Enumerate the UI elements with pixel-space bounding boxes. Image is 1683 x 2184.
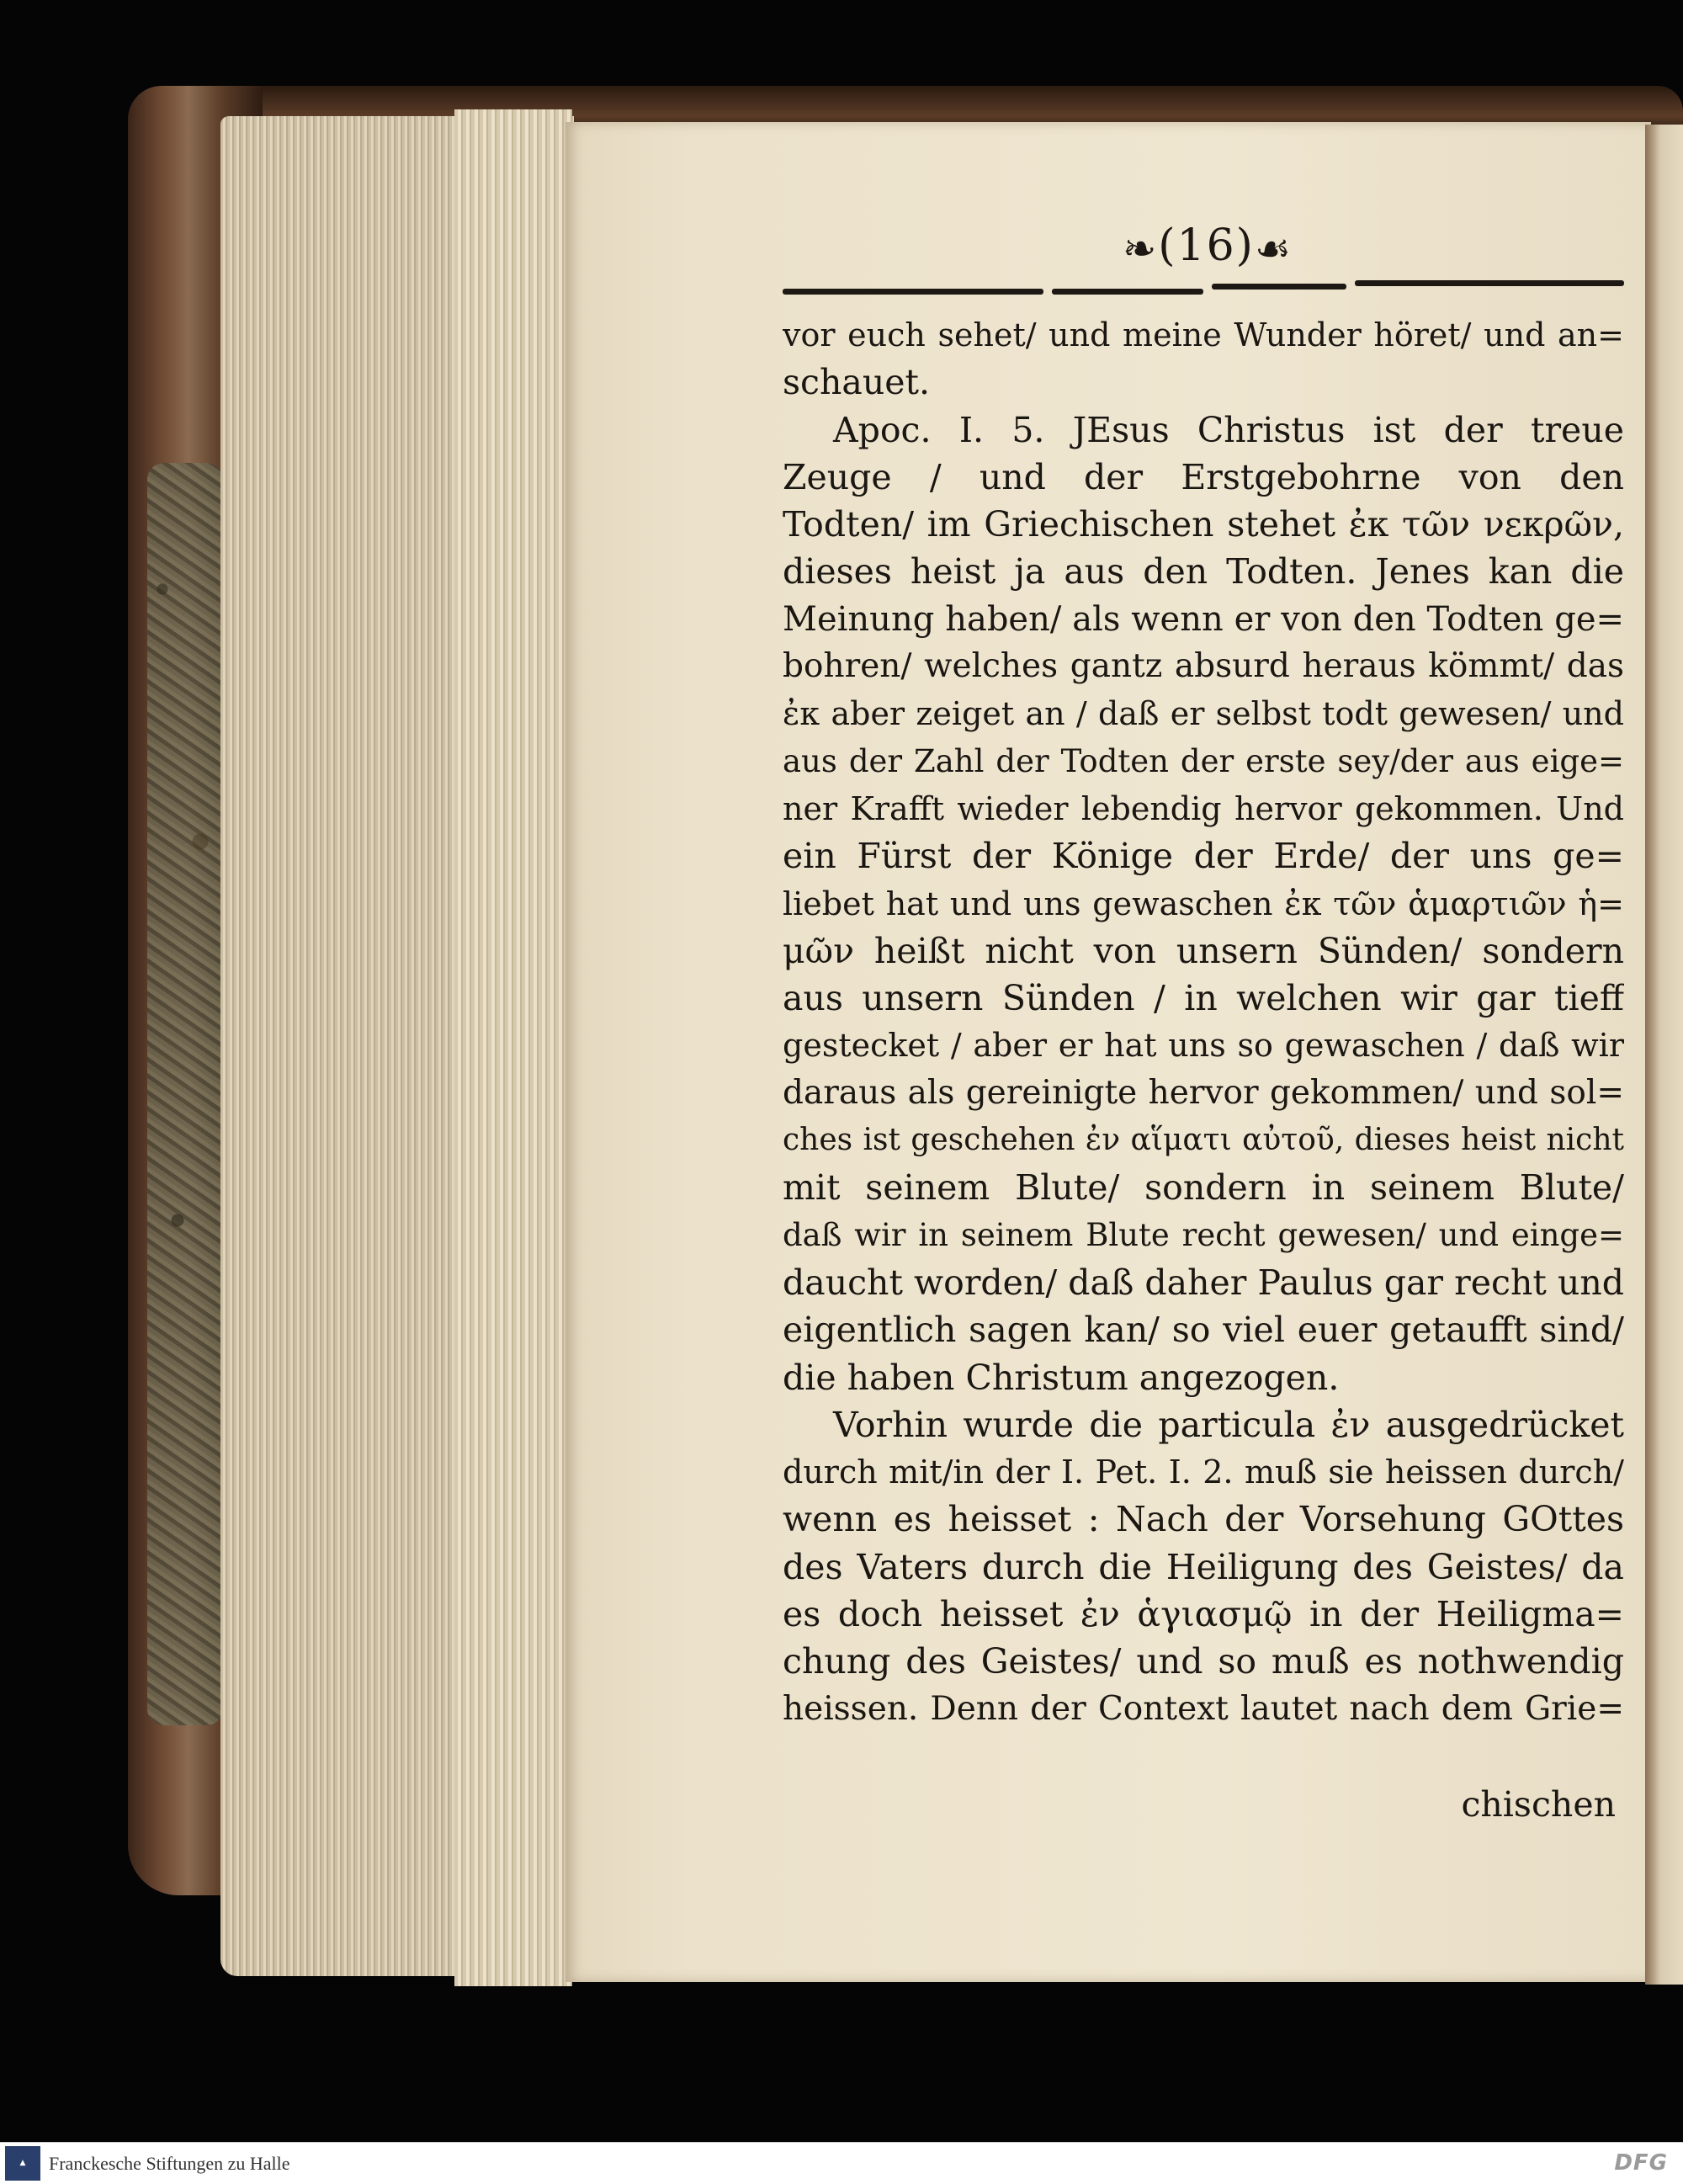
text-line: die haben Christum angezogen. <box>783 1357 1340 1398</box>
text-line: daraus als gereinigte hervor gekommen/ und sol= <box>783 1073 1624 1112</box>
institution-logo-icon: ▲ <box>5 2146 40 2181</box>
header-rule-mid2 <box>1212 284 1346 290</box>
header-rule-mid <box>1052 289 1203 295</box>
spine-marbling <box>147 463 223 1725</box>
footer-bar <box>0 2142 1683 2184</box>
text-line: Meinung haben/ als wenn er von den Todten ge= <box>783 599 1624 639</box>
text-line: vor euch sehet/ und meine Wunder höret/ und an= <box>783 316 1624 353</box>
text-line: chung des Geistes/ und so muß es nothwendig <box>783 1641 1624 1682</box>
body-text <box>783 311 1624 1733</box>
text-line: daß wir in seinem Blute recht gewesen/ und einge= <box>783 1216 1624 1253</box>
page-edges-inner <box>454 109 572 1986</box>
text-line: daucht worden/ daß daher Paulus gar recht und <box>783 1262 1624 1303</box>
text-line: eigentlich sagen kan/ so viel euer getaufft sind/ <box>783 1310 1624 1351</box>
page-number: (16) <box>1158 221 1255 271</box>
text-line: aus unsern Sünden / in welchen wir gar tieff <box>783 978 1624 1019</box>
text-line: Apoc. I. 5. JEsus Christus ist der treue <box>833 409 1624 450</box>
text-line: heissen. Denn der Context lautet nach dem Grie= <box>783 1689 1624 1728</box>
ornament-left-icon: ❧ <box>1123 225 1159 273</box>
institution-name[interactable]: Franckesche Stiftungen zu Halle <box>49 2153 290 2174</box>
text-line: ἐκ aber zeiget an / daß er selbst todt gewesen/ und <box>783 695 1624 733</box>
text-line: schauet. <box>783 362 931 403</box>
text-line: μῶν heißt nicht von unsern Sünden/ sondern <box>783 930 1624 971</box>
ornament-right-icon: ☙ <box>1254 225 1293 273</box>
text-line: gestecket / aber er hat uns so gewaschen / daß wir <box>783 1027 1624 1065</box>
text-line: durch mit/in der I. Pet. I. 2. muß sie heissen durch/ <box>783 1453 1624 1491</box>
text-line: ches ist geschehen ἐν αἵματι αὐτοῦ, dieses heist nicht <box>783 1123 1624 1158</box>
text-line: mit seinem Blute/ sondern in seinem Blute/ <box>783 1167 1624 1209</box>
header-rule-left <box>783 289 1043 295</box>
text-line: liebet hat und uns gewaschen ἐκ τῶν ἁμαρτιῶν ἡ= <box>783 885 1624 922</box>
text-line: des Vaters durch die Heiligung des Geistes/ da <box>783 1546 1624 1587</box>
text-line: aus der Zahl der Todten der erste sey/der aus eige= <box>783 742 1624 779</box>
text-line: dieses heist ja aus den Todten. Jenes kan die <box>783 551 1624 592</box>
text-line: bohren/ welches gantz absurd heraus kömmt/ das <box>783 647 1624 686</box>
catchword: chischen <box>1461 1784 1616 1825</box>
text-line: Todten/ im Griechischen stehet ἐκ τῶν νεκρῶν, <box>783 504 1624 545</box>
page-number-header <box>1060 221 1355 273</box>
facing-page-edge <box>1645 125 1683 1985</box>
dfg-logo[interactable]: DFG <box>1614 2150 1668 2176</box>
text-line: es doch heisset ἐν ἁγιασμῷ in der Heiligma= <box>783 1594 1624 1635</box>
text-line: Zeuge / und der Erstgebohrne von den <box>783 456 1624 497</box>
text-line: ner Krafft wieder lebendig hervor gekommen. Und <box>783 789 1624 827</box>
text-line: ein Fürst der Könige der Erde/ der uns ge= <box>783 836 1624 877</box>
header-rule-right <box>1355 280 1624 286</box>
text-line: wenn es heisset : Nach der Vorsehung GOttes <box>783 1499 1624 1540</box>
text-line: Vorhin wurde die particula ἐν ausgedrücket <box>833 1404 1624 1445</box>
